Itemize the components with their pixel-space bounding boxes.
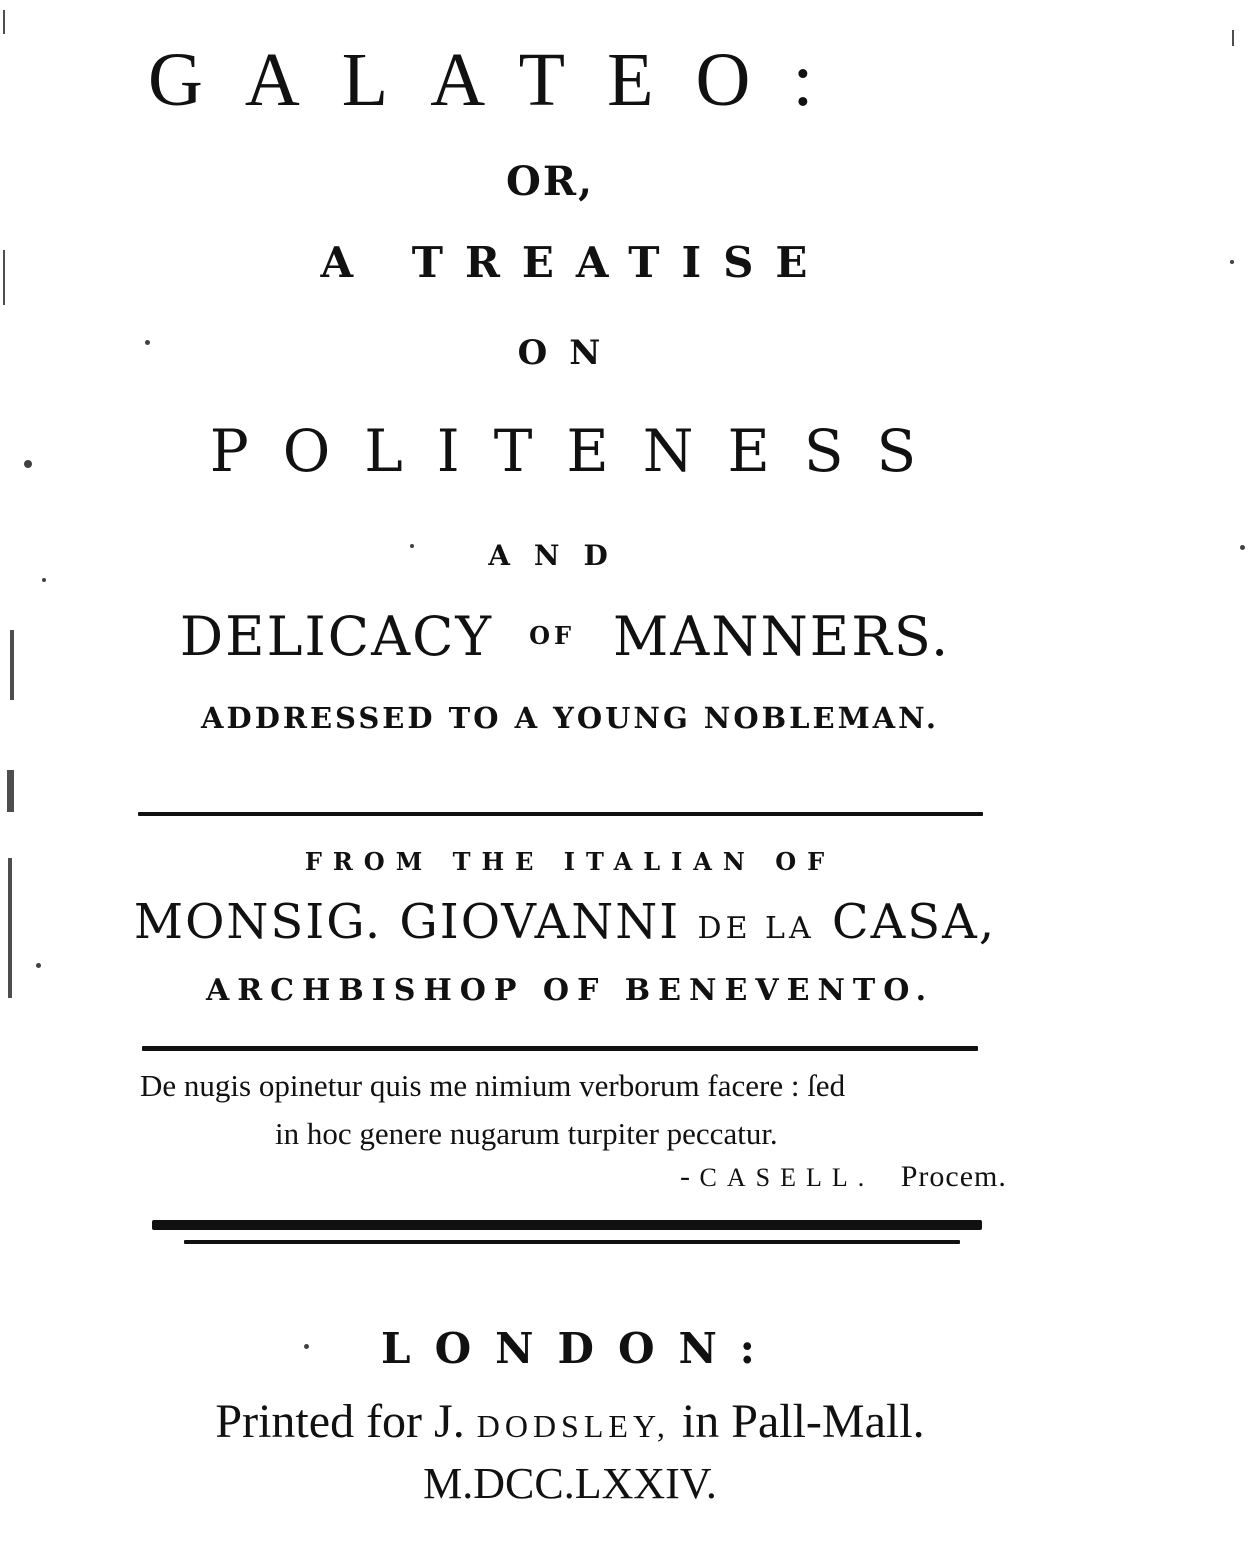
book-title: GALATEO:	[148, 38, 856, 122]
ink-speck	[145, 340, 150, 345]
imprint-city: LONDON:	[381, 1324, 779, 1373]
imprint-printed-for-line	[160, 1395, 980, 1448]
politeness-line: POLITENESS	[209, 417, 951, 485]
or-line: OR,	[505, 158, 594, 205]
addressed-line: ADDRESSED TO A YOUNG NOBLEMAN.	[201, 701, 939, 735]
ink-speck	[410, 544, 414, 548]
epigraph-dash: -	[680, 1160, 691, 1193]
on-line: ON	[517, 333, 623, 373]
of-word: OF	[529, 621, 576, 651]
delicacy-word: DELICACY	[179, 605, 494, 668]
delicacy-of-manners-line	[130, 605, 1000, 668]
left-margin-mark	[3, 250, 5, 305]
imprint-year: M.DCC.LXXIV.	[423, 1459, 717, 1508]
author-surname: CASA,	[831, 894, 997, 950]
treatise-line: A TREATISE	[320, 238, 830, 287]
right-margin-mark	[1232, 30, 1234, 46]
left-margin-mark	[8, 858, 12, 998]
epigraph-line-2: in hoc genere nugarum turpiter peccatur.	[275, 1116, 778, 1151]
divider-rule-top	[138, 812, 983, 816]
imprint-publisher: DODSLEY,	[476, 1408, 670, 1444]
left-margin-mark	[10, 630, 14, 700]
ink-speck	[1240, 545, 1245, 550]
left-margin-mark	[7, 770, 14, 812]
and-line: AND	[488, 539, 632, 572]
author-prefix: MONSIG.	[133, 894, 383, 950]
epigraph-attribution	[680, 1160, 1007, 1193]
epigraph-source: Procem.	[900, 1160, 1007, 1193]
epigraph-line-1: De nugis opinetur quis me nimium verborum facere : ſed	[140, 1068, 846, 1103]
author-de-la: DE LA	[697, 911, 815, 946]
left-margin-mark	[3, 10, 5, 34]
author-line	[130, 894, 1000, 950]
from-the-italian-line: FROM THE ITALIAN OF	[304, 847, 836, 876]
divider-rule-thick	[152, 1220, 982, 1230]
ink-speck	[36, 963, 41, 968]
manners-word: MANNERS.	[613, 605, 951, 668]
ink-speck	[1230, 260, 1234, 264]
ink-speck	[42, 578, 46, 582]
author-title-line: ARCHBISHOP OF BENEVENTO.	[205, 973, 935, 1008]
imprint-printed-for: Printed for J.	[215, 1395, 465, 1448]
imprint-location: in Pall-Mall.	[681, 1395, 925, 1448]
divider-rule-middle	[142, 1046, 978, 1051]
divider-rule-bottom	[184, 1240, 960, 1244]
ink-speck	[304, 1344, 309, 1349]
author-name: GIOVANNI	[399, 894, 681, 950]
ink-speck	[24, 460, 32, 468]
epigraph-author: CASELL.	[699, 1163, 875, 1192]
